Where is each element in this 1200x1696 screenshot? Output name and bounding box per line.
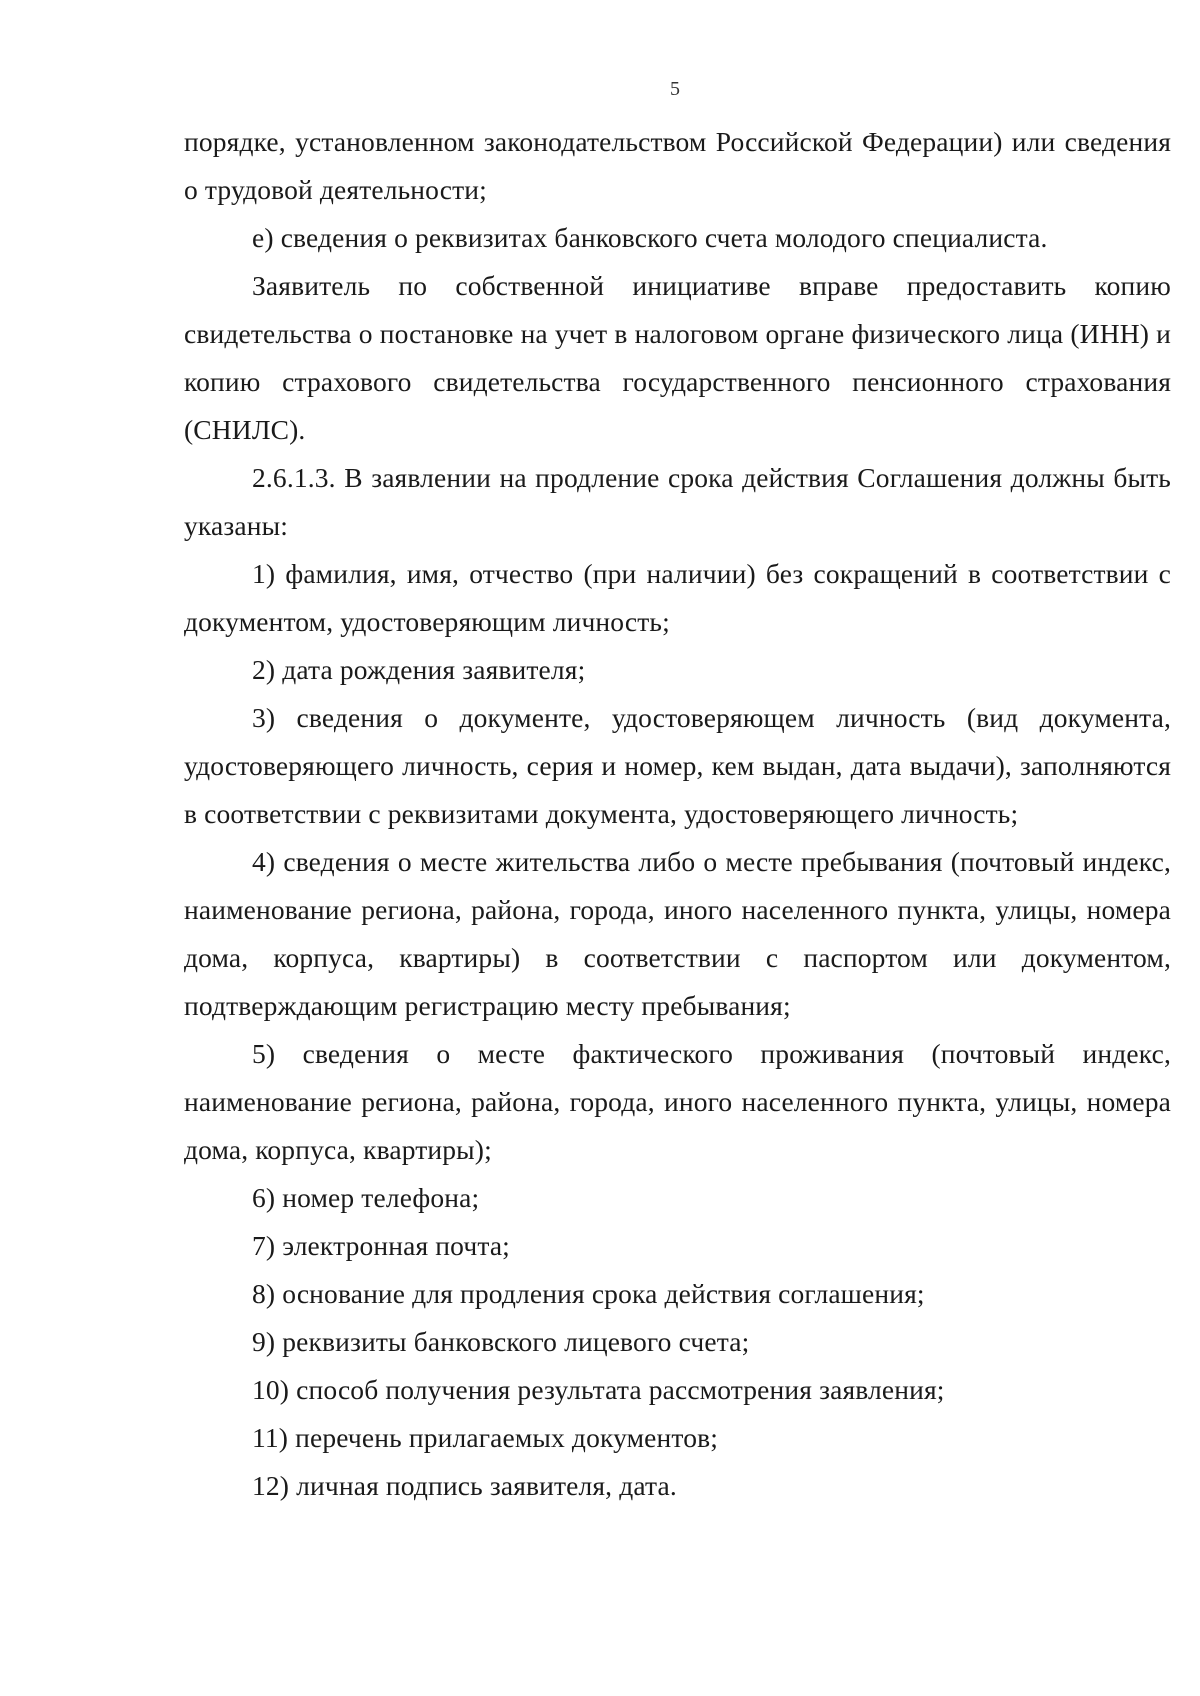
list-item: 7) электронная почта; [252, 1230, 510, 1261]
document-body [184, 118, 1171, 1510]
page-number: 5 [670, 78, 680, 100]
paragraph-continuation: порядке, установленном законодательством Российской Федерации) или сведения о трудовой деятельности; [184, 126, 1171, 205]
paragraph-bank-details: е) сведения о реквизитах банковского счета молодого специалиста. [252, 222, 1048, 253]
list-item: 10) способ получения результата рассмотрения заявления; [252, 1374, 945, 1405]
paragraph-applicant-initiative: Заявитель по собственной инициативе вправе предоставить копию свидетельства о постановке на учет в налоговом органе физического лица (ИНН) и копию страхового свидетельства государственного пенсионного страхования (СНИЛС). [184, 270, 1171, 445]
list-item: 8) основание для продления срока действия соглашения; [252, 1278, 925, 1309]
list-item: 5) сведения о месте фактического проживания (почтовый индекс, наименование региона, района, города, иного населенного пункта, улицы, номера дома, корпуса, квартиры); [184, 1038, 1171, 1165]
list-item: 6) номер телефона; [252, 1182, 480, 1213]
list-item: 2) дата рождения заявителя; [252, 654, 586, 685]
list-item: 4) сведения о месте жительства либо о месте пребывания (почтовый индекс, наименование региона, района, города, иного населенного пункта, улицы, номера дома, корпуса, квартиры) в соответствии с паспортом или документом, подтверждающим регистрацию месту пребывания; [184, 846, 1171, 1021]
list-item: 1) фамилия, имя, отчество (при наличии) без сокращений в соответствии с документом, удостоверяющим личность; [184, 558, 1171, 637]
paragraph-section-2-6-1-3: 2.6.1.3. В заявлении на продление срока действия Соглашения должны быть указаны: [184, 462, 1171, 541]
list-item: 12) личная подпись заявителя, дата. [252, 1470, 677, 1501]
list-item: 11) перечень прилагаемых документов; [252, 1422, 719, 1453]
list-item: 3) сведения о документе, удостоверяющем личность (вид документа, удостоверяющего личность, серия и номер, кем выдан, дата выдачи), заполняются в соответствии с реквизитами документа, удостоверяющего личность; [184, 702, 1171, 829]
list-item: 9) реквизиты банковского лицевого счета; [252, 1326, 750, 1357]
